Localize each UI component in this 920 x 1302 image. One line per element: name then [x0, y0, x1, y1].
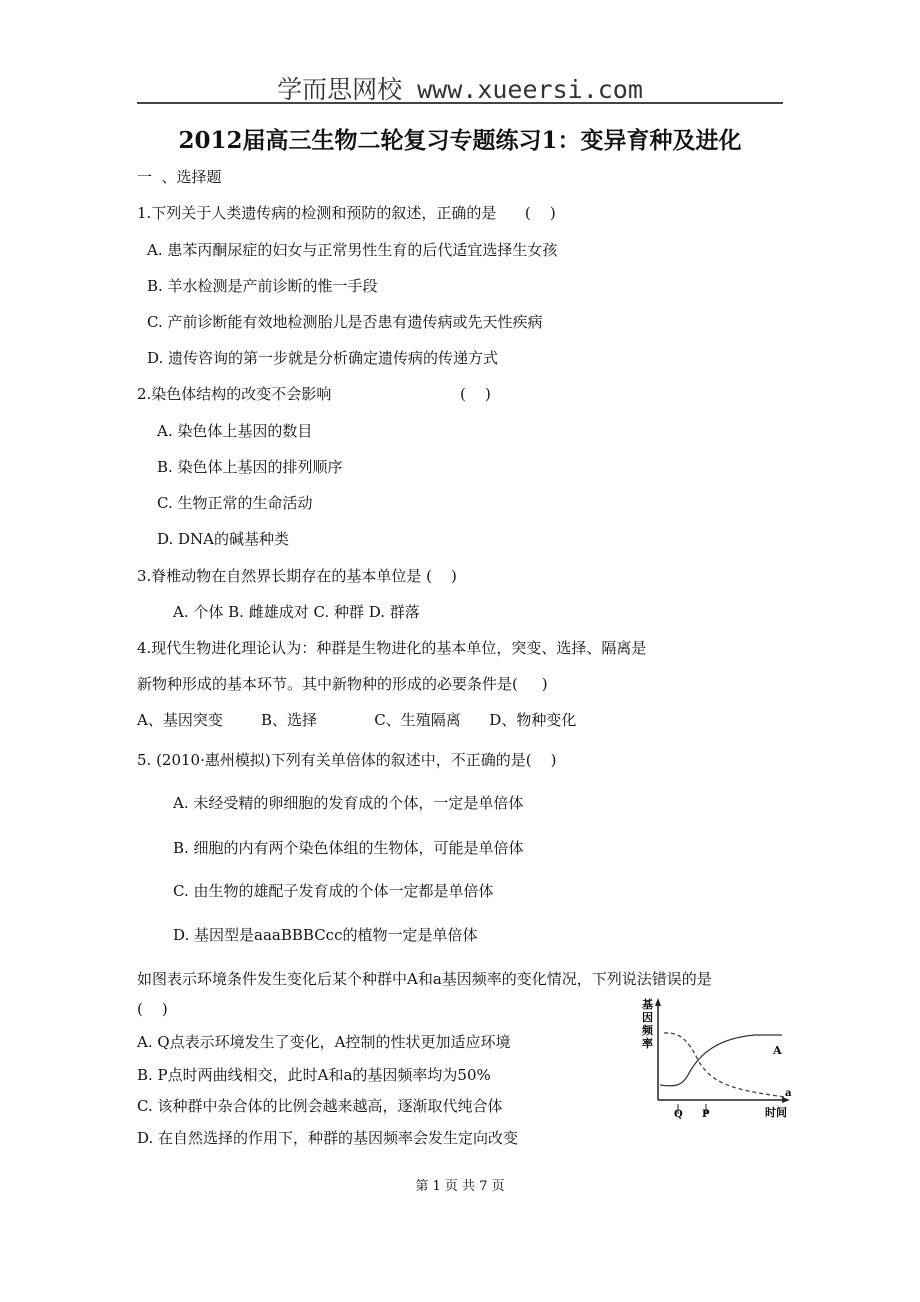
- y-axis-arrow: [655, 998, 661, 1006]
- header-rule: [137, 102, 783, 104]
- q4-options: A、基因突变 B、选择 C、生殖隔离 D、物种变化: [137, 711, 577, 729]
- y-label-2: 因: [642, 1011, 653, 1024]
- label-a: a: [785, 1088, 792, 1099]
- question-4-cont: 新物种形成的基本环节。其中新物种的形成的必要条件是( ): [137, 675, 548, 693]
- site-header: 学而思网校 www.xueersi.com: [277, 75, 643, 104]
- document-title: 2012届高三生物二轮复习专题练习1：变异育种及进化: [178, 127, 742, 154]
- q5-option-b: B. 细胞的内有两个染色体组的生物体，可能是单倍体: [173, 839, 524, 857]
- q1-option-c: C. 产前诊断能有效地检测胎儿是否患有遗传病或先天性疾病: [147, 313, 543, 331]
- q5-option-a: A. 未经受精的卵细胞的发育成的个体，一定是单倍体: [173, 794, 524, 812]
- gene-frequency-figure: [620, 990, 800, 1120]
- question-5: 5. (2010·惠州模拟)下列有关单倍体的叙述中，不正确的是( ): [137, 751, 557, 769]
- q3-options: A. 个体 B. 雌雄成对 C. 种群 D. 群落: [173, 603, 420, 621]
- q1-option-a: A. 患苯丙酮尿症的妇女与正常男性生育的后代适宜选择生女孩: [147, 241, 558, 259]
- q5-option-d: D. 基因型是aaaBBBCcc的植物一定是单倍体: [173, 926, 478, 944]
- q6-option-b: B. P点时两曲线相交，此时A和a的基因频率均为50%: [137, 1066, 491, 1084]
- question-2: 2.染色体结构的改变不会影响 ( ): [137, 385, 491, 403]
- y-label-3: 频: [642, 1024, 653, 1037]
- question-6: 如图表示环境条件发生变化后某个种群中A和a基因频率的变化情况，下列说法错误的是: [137, 970, 712, 988]
- label-A: A: [773, 1044, 782, 1057]
- q1-option-d: D. 遗传咨询的第一步就是分析确定遗传病的传递方式: [147, 349, 499, 367]
- q6-option-d: D. 在自然选择的作用下，种群的基因频率会发生定向改变: [137, 1129, 519, 1147]
- label-P: P: [702, 1109, 710, 1120]
- curve-A: [660, 1035, 782, 1086]
- q2-option-d: D. DNA的碱基种类: [157, 530, 290, 548]
- q2-option-c: C. 生物正常的生命活动: [157, 494, 313, 512]
- question-4: 4.现代生物进化理论认为：种群是生物进化的基本单位，突变、选择、隔离是: [137, 639, 647, 657]
- q2-option-b: B. 染色体上基因的排列顺序: [157, 458, 343, 476]
- label-Q: Q: [674, 1109, 683, 1120]
- x-label: 时间: [765, 1106, 787, 1119]
- q5-option-c: C. 由生物的雄配子发育成的个体一定都是单倍体: [173, 882, 494, 900]
- q2-option-a: A. 染色体上基因的数目: [157, 422, 313, 440]
- page-footer: 第 1 页 共 7 页: [415, 1179, 505, 1194]
- y-label-4: 率: [642, 1037, 653, 1050]
- q6-option-c: C. 该种群中杂合体的比例会越来越高，逐渐取代纯合体: [137, 1097, 503, 1115]
- question-6-bracket: ( ): [137, 1000, 168, 1018]
- y-label-1: 基: [642, 998, 653, 1011]
- q1-option-b: B. 羊水检测是产前诊断的惟一手段: [147, 277, 378, 295]
- question-1: 1.下列关于人类遗传病的检测和预防的叙述，正确的是 ( ): [137, 204, 556, 222]
- curve-a: [664, 1033, 785, 1097]
- section-heading: 一 、选择题: [137, 168, 222, 186]
- question-3: 3.脊椎动物在自然界长期存在的基本单位是 ( ): [137, 567, 457, 585]
- q6-option-a: A. Q点表示环境发生了变化，A控制的性状更加适应环境: [137, 1033, 511, 1051]
